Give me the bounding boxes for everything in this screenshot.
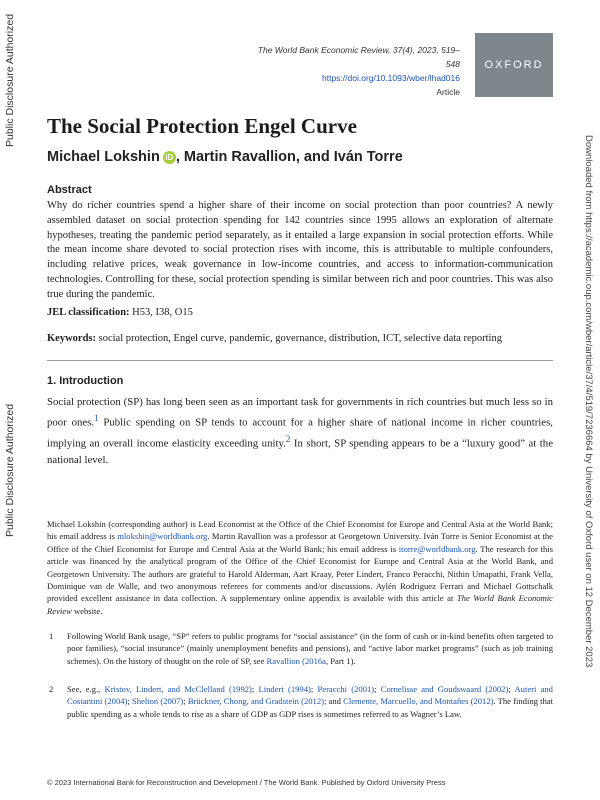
keywords-value: social protection, Engel curve, pandemic, governance, distribution, ICT, selective data reporting xyxy=(96,333,502,344)
citation-link[interactable]: Cornelisse and Goudswaard (2002) xyxy=(380,684,509,694)
citation-link[interactable]: Clemente, Marcuello, and Montañes (2012) xyxy=(343,696,494,707)
footnote-body-end: , Part 1). xyxy=(325,655,356,666)
abstract-heading: Abstract xyxy=(47,184,92,196)
note-text-3: . The research for this article was financed by the analytical program of the Office of the Chief Economist for Europe and Central Asia at the World Bank, and Georgetown University. The authors are grateful to Harold Alderman, Aart Kraay, Peter Lindert, Franco Peracchi, Nithin Umapathi, Frank Vella, Dominique van de Walle, and two anonymous referees for comments and/or discussions. Aylén Rodriguez Ferrari and Michael Gottschalk provided excellent assistance in data collection. A supplementary online appendix is available with this article at xyxy=(47,543,553,604)
orcid-icon[interactable]: iD xyxy=(163,151,176,164)
citation-link[interactable]: Peracchi (2001) xyxy=(317,684,375,694)
author-list xyxy=(47,149,403,165)
oxford-logo: OXFORD xyxy=(475,33,553,97)
footnote-ref-2[interactable]: 2 xyxy=(285,434,291,444)
note-text-2: . Martin Ravallion was a professor at Georgetown University. Iván Torre is Senior Economist at the Office of the Chief Economist for Europe and Central Asia at the World Bank; his email address is xyxy=(47,531,553,554)
copyright-footer: © 2023 International Bank for Reconstruction and Development / The World Bank. Published by Oxford University Press xyxy=(47,778,446,787)
citation-link[interactable]: Kristov, Lindert, and McClelland (1992) xyxy=(104,684,252,694)
keywords-label: Keywords: xyxy=(47,333,96,344)
email-link-lokshin[interactable]: mlokshin@worldbank.org xyxy=(117,531,208,542)
footnote-number: 1 xyxy=(49,631,54,641)
author-lokshin: Michael Lokshin xyxy=(47,149,160,165)
journal-citation: The World Bank Economic Review, 37(4), 2023, 519–548 xyxy=(257,45,460,69)
footnote-ref-1[interactable]: 1 xyxy=(94,413,99,424)
keywords xyxy=(47,333,502,344)
citation-link[interactable]: Shelton (2007) xyxy=(131,696,184,707)
disclosure-stamp-bottom: Public Disclosure Authorized xyxy=(4,403,16,537)
disclosure-stamp-top: Public Disclosure Authorized xyxy=(4,13,16,147)
footnote-body: See, e.g., xyxy=(67,684,105,694)
footnote-number: 2 xyxy=(49,684,54,694)
note-text-4: website. xyxy=(71,605,103,616)
section-heading-introduction: 1. Introduction xyxy=(47,375,124,387)
citation-link[interactable]: Ravallion (2016a xyxy=(266,655,326,666)
abstract-text: Why do richer countries spend a higher share of their income on social protection than poor countries? A newly assembled dataset on social protection spending for 142 countries since 1995 allows an exploration of alternate hypotheses, treating the pandemic period separately, as it entailed a large expansion in social protection efforts. While the mean income share devoted to social protection rises with income, this is attributable to multiple confounders, including relative prices, weak governance in low-income countries, and access to information-communication technologies. Controlling for these, social protection spending is similar between rich and poor countries. This was also true during the pandemic. xyxy=(47,200,553,300)
other-authors: , Martin Ravallion, and Iván Torre xyxy=(175,149,403,165)
journal-header xyxy=(250,43,460,99)
divider xyxy=(47,360,553,361)
jel-label: JEL classification: xyxy=(47,307,130,318)
doi-link[interactable]: https://doi.org/10.1093/wber/lhad016 xyxy=(322,73,460,83)
citation-link[interactable]: Lindert (1994) xyxy=(258,684,311,694)
intro-sentence-1: Social protection (SP) has long been seen as an important task for governments in rich countries but much less so in poor ones. xyxy=(47,396,553,429)
jel-value: H53, I38, O15 xyxy=(129,307,193,318)
paper-title: The Social Protection Engel Curve xyxy=(47,114,357,138)
email-link-torre[interactable]: itorre@worldbank.org xyxy=(398,543,476,554)
author-note xyxy=(47,518,553,617)
introduction-paragraph xyxy=(47,394,553,468)
footnote-2 xyxy=(47,683,553,720)
footnote-body: Following World Bank usage, “SP” refers to public programs for “social assistance” (in the form of cash or in-kind benefits often targeted to poor families), “social insurance” (mainly unemployment benefits and pensions), and “active labor market programs” (such as job training schemes). On the history of thought on the role of SP, see xyxy=(67,631,553,666)
journal-name: The World Bank Economic Review xyxy=(47,593,553,616)
footnote-body-end: . The finding that public spending as a whole tends to rise as a share of GDP as GDP rises is sometimes referred to as Wagner’s Law. xyxy=(67,696,553,719)
left-margin-stamps xyxy=(4,0,26,800)
intro-sentence-2: Public spending on SP tends to account for a higher share of national income in richer countries, implying an overall income elasticity exceeding unity. xyxy=(47,416,553,450)
article-type: Article xyxy=(436,87,460,97)
download-stamp: Downloaded from https://academic.oup.com/wber/article/37/4/519/7236664 by University of Oxford user on 12 December 2023 xyxy=(583,135,594,668)
footnote-text xyxy=(67,630,553,667)
footnote-text: See, e.g., Kristov, Lindert, and McClelland (1992); Lindert (1994); Peracchi (2001); Cornelisse and Goudswaard (2002); Auteri and Costantini (2004); Shelton (2007); Brückner, Chong, and Gradstein (2012); and Clemente, Marcuello, and Montañes (2012). The finding that public spending as a whole tends to rise as a share of GDP as GDP rises is sometimes referred to as Wagner’s Law. xyxy=(67,684,553,719)
note-text-1: Michael Lokshin (corresponding author) is Lead Economist at the Office of the Chief Economist for Europe and Central Asia at the World Bank; his email address is xyxy=(47,519,553,542)
citation-link[interactable]: Auteri and Costantini (2004) xyxy=(67,684,553,707)
citation-link[interactable]: Brückner, Chong, and Gradstein (2012) xyxy=(187,696,325,707)
intro-sentence-3: In short, SP spending appears to be a “luxury good” at the national level. xyxy=(47,437,553,466)
footnote-1 xyxy=(47,630,553,667)
jel-classification xyxy=(47,307,193,318)
